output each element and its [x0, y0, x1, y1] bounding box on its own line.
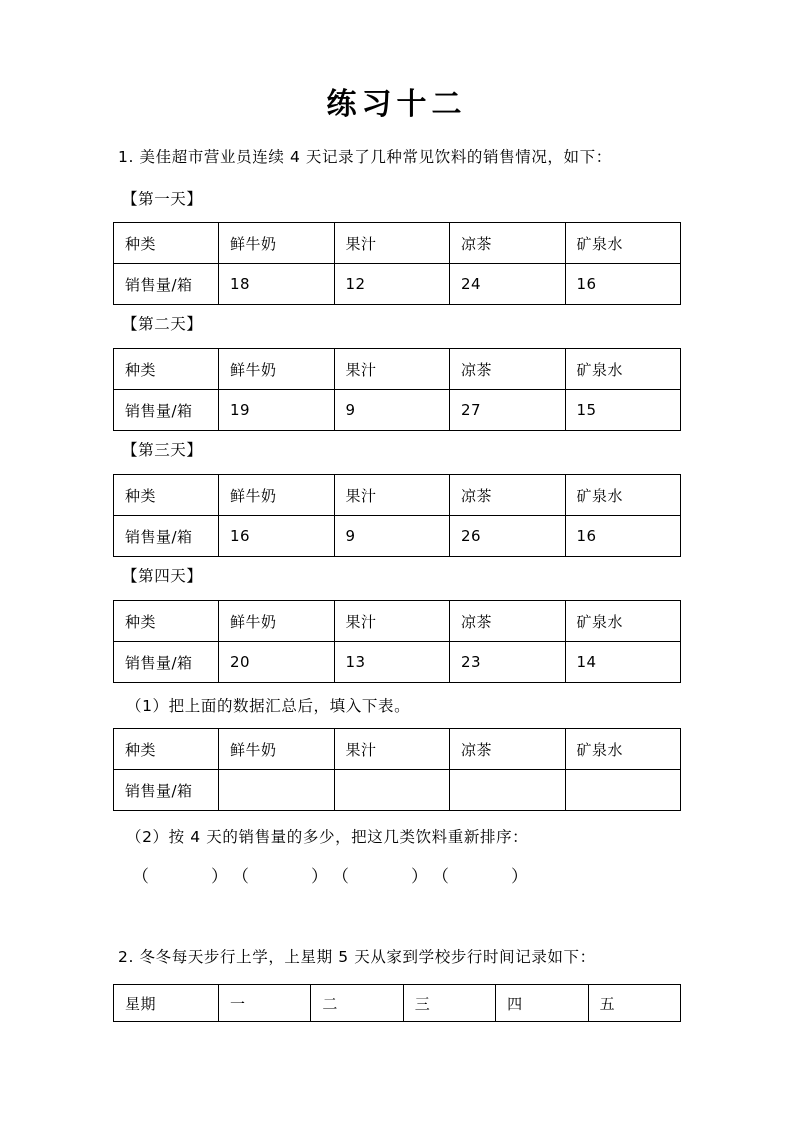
- cell-row-header-sales: 销售量/箱: [114, 770, 219, 811]
- cell-week-day-0: 一: [219, 985, 311, 1022]
- day-4-table: [113, 600, 681, 683]
- cell-week-row-header: 星期: [114, 985, 219, 1022]
- cell-day2-value-3: 15: [565, 390, 681, 431]
- cell-day3-value-3: 16: [565, 516, 681, 557]
- sub-question-1-text: （1）把上面的数据汇总后，填入下表。: [126, 697, 411, 715]
- answer-blank-4[interactable]: [432, 862, 532, 887]
- cell-category-2: 凉茶: [450, 349, 566, 390]
- cell-day4-value-1: 13: [334, 642, 450, 683]
- cell-category-1: 果汁: [334, 475, 450, 516]
- cell-day4-value-3: 14: [565, 642, 681, 683]
- cell-category-1: 果汁: [334, 601, 450, 642]
- day-3-label: 【第三天】: [122, 441, 203, 459]
- cell-day2-value-1: 9: [334, 390, 450, 431]
- week-table: [113, 984, 681, 1022]
- sub-question-2-text: （2）按 4 天的销售量的多少，把这几类饮料重新排序：: [126, 828, 529, 846]
- cell-row-header-type: 种类: [114, 475, 219, 516]
- right-paren: ）: [211, 867, 228, 887]
- question-1-text: 1. 美佳超市营业员连续 4 天记录了几种常见饮料的销售情况，如下：: [118, 148, 612, 166]
- table-row: [114, 985, 681, 1022]
- cell-day4-value-0: 20: [219, 642, 335, 683]
- cell-day1-value-1: 12: [334, 264, 450, 305]
- cell-row-header-sales: 销售量/箱: [114, 390, 219, 431]
- cell-category-2: 凉茶: [450, 729, 566, 770]
- right-paren: ）: [511, 867, 528, 887]
- cell-category-3: 矿泉水: [565, 601, 681, 642]
- cell-category-2: 凉茶: [450, 223, 566, 264]
- cell-category-3: 矿泉水: [565, 729, 681, 770]
- cell-day1-value-2: 24: [450, 264, 566, 305]
- day-1-label: 【第一天】: [122, 190, 203, 208]
- cell-category-1: 果汁: [334, 223, 450, 264]
- table-row: [114, 516, 681, 557]
- table-row: [114, 729, 681, 770]
- cell-row-header-type: 种类: [114, 223, 219, 264]
- cell-category-2: 凉茶: [450, 601, 566, 642]
- question-2-text: 2. 冬冬每天步行上学，上星期 5 天从家到学校步行时间记录如下：: [118, 948, 596, 966]
- summary-table: [113, 728, 681, 811]
- cell-category-0: 鲜牛奶: [219, 475, 335, 516]
- table-row: [114, 223, 681, 264]
- answer-blank-3[interactable]: [332, 862, 432, 887]
- table-row: [114, 475, 681, 516]
- cell-week-day-3: 四: [496, 985, 588, 1022]
- cell-row-header-sales: 销售量/箱: [114, 516, 219, 557]
- cell-category-1: 果汁: [334, 349, 450, 390]
- cell-category-0: 鲜牛奶: [219, 729, 335, 770]
- answer-blank-row: [132, 862, 532, 887]
- table-row: [114, 601, 681, 642]
- cell-row-header-sales: 销售量/箱: [114, 264, 219, 305]
- table-row: [114, 390, 681, 431]
- cell-category-2: 凉茶: [450, 475, 566, 516]
- cell-day2-value-0: 19: [219, 390, 335, 431]
- left-paren: （: [432, 867, 449, 887]
- cell-row-header-type: 种类: [114, 601, 219, 642]
- cell-day4-value-2: 23: [450, 642, 566, 683]
- cell-category-1: 果汁: [334, 729, 450, 770]
- right-paren: ）: [311, 867, 328, 887]
- cell-category-3: 矿泉水: [565, 349, 681, 390]
- cell-row-header-type: 种类: [114, 729, 219, 770]
- cell-day2-value-2: 27: [450, 390, 566, 431]
- table-row: [114, 349, 681, 390]
- table-row: [114, 770, 681, 811]
- day-2-label: 【第二天】: [122, 315, 203, 333]
- cell-row-header-sales: 销售量/箱: [114, 642, 219, 683]
- cell-category-0: 鲜牛奶: [219, 349, 335, 390]
- cell-category-0: 鲜牛奶: [219, 223, 335, 264]
- day-1-table: [113, 222, 681, 305]
- cell-day3-value-1: 9: [334, 516, 450, 557]
- left-paren: （: [332, 867, 349, 887]
- table-row: [114, 264, 681, 305]
- cell-category-0: 鲜牛奶: [219, 601, 335, 642]
- cell-day1-value-0: 18: [219, 264, 335, 305]
- answer-blank-1[interactable]: [132, 862, 232, 887]
- cell-summary-blank-3[interactable]: [565, 770, 681, 811]
- cell-category-3: 矿泉水: [565, 475, 681, 516]
- day-2-table: [113, 348, 681, 431]
- cell-category-3: 矿泉水: [565, 223, 681, 264]
- cell-week-day-1: 二: [311, 985, 403, 1022]
- cell-row-header-type: 种类: [114, 349, 219, 390]
- cell-summary-blank-2[interactable]: [450, 770, 566, 811]
- cell-day1-value-3: 16: [565, 264, 681, 305]
- answer-blank-2[interactable]: [232, 862, 332, 887]
- cell-week-day-4: 五: [588, 985, 680, 1022]
- left-paren: （: [232, 867, 249, 887]
- cell-week-day-2: 三: [403, 985, 495, 1022]
- page-title: 练习十二: [326, 87, 467, 122]
- day-3-table: [113, 474, 681, 557]
- right-paren: ）: [411, 867, 428, 887]
- cell-day3-value-0: 16: [219, 516, 335, 557]
- day-4-label: 【第四天】: [122, 567, 203, 585]
- cell-summary-blank-1[interactable]: [334, 770, 450, 811]
- cell-summary-blank-0[interactable]: [219, 770, 335, 811]
- cell-day3-value-2: 26: [450, 516, 566, 557]
- table-row: [114, 642, 681, 683]
- left-paren: （: [132, 867, 149, 887]
